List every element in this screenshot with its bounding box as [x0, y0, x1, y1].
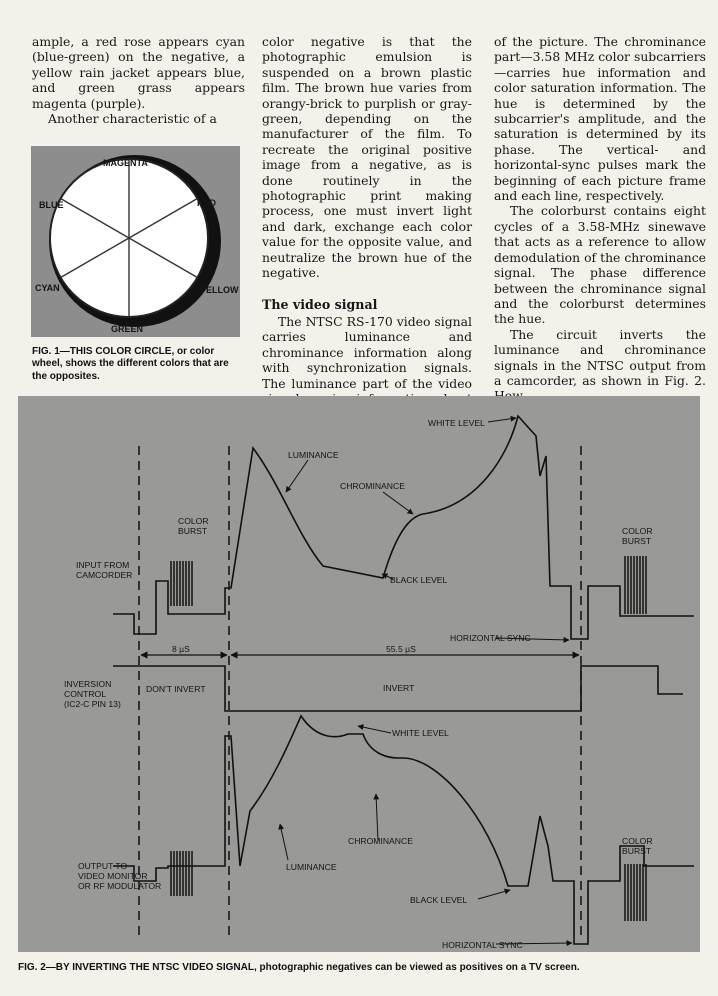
text-column-3 [494, 34, 706, 404]
label-horizontal-sync-top: HORIZONTAL SYNC [450, 633, 531, 643]
label-invert: INVERT [383, 683, 415, 693]
output-waveform [113, 716, 694, 944]
color-burst-left-bottom [171, 851, 192, 896]
label-white-level-top: WHITE LEVEL [428, 418, 485, 428]
caption-lead: FIG. 1—THIS COLOR CIRCLE, [32, 346, 175, 357]
paragraph: Another characteristic of a [48, 111, 217, 127]
paragraph: The colorburst contains eight cycles of a 3.58-MHz sinewave that acts as a reference to allow demodulation of the chrominance signal. The phase difference between the chrominance signal and the colorburst determines the hue. [494, 203, 706, 327]
waveform-graphic [18, 396, 700, 952]
figure-1-caption [32, 346, 244, 383]
figure-2-caption [18, 962, 698, 974]
label-inversion-control: INVERSION CONTROL (IC2-C PIN 13) [64, 679, 121, 709]
label-yellow: YELLOW [200, 285, 239, 295]
label-cyan: CYAN [35, 283, 60, 293]
label-black-level-top: BLACK LEVEL [390, 575, 448, 585]
label-luminance-top: LUMINANCE [288, 450, 339, 460]
paragraph: of the picture. The chrominance part—3.58 MHz color subcarriers—carries hue information and color saturation information. The hue is determined by the subcarrier's amplitude, and the saturation is determined by its phase. The vertical- and horizontal-sync pulses mark the beginning of each picture frame and each line, respectively. [494, 34, 706, 204]
label-chrominance-bottom: CHROMINANCE [348, 836, 413, 846]
label-output-to: OUTPUT TO VIDEO MONITOR OR RF MODULATOR [78, 861, 162, 891]
paragraph: ample, a red rose appears cyan (blue-green) on the negative, a yellow rain jacket appears blue, and green grass appears magenta (purple). [32, 34, 245, 111]
color-wheel-graphic [31, 146, 240, 337]
label-luminance-bottom: LUMINANCE [286, 862, 337, 872]
label-blue: BLUE [39, 200, 64, 210]
paragraph: color negative is that the photographic emulsion is suspended on a brown plastic film. The brown hue varies from orangy-brick to purplish or gray-green, depending on the manufacturer of the film. To recreate the original positive image from a negative, as is done routinely in the photographic print making process, one must invert light and dark, exchange each color value for the opposite value, and neutralize the brown hue of the negative. [262, 34, 472, 281]
label-dont-invert: DON'T INVERT [146, 684, 206, 694]
color-burst-right-top [625, 556, 646, 614]
label-magenta: MAGENTA [103, 158, 148, 168]
figure-2-waveform-diagram [18, 396, 700, 952]
color-burst-left-top [171, 561, 192, 606]
label-color-burst-right-top: COLOR BURST [622, 526, 653, 546]
label-chrominance-top: CHROMINANCE [340, 481, 405, 491]
caption-lead: FIG. 2—BY INVERTING THE NTSC VIDEO SIGNAL, [18, 962, 257, 973]
text-column-1 [32, 34, 245, 126]
paragraph: The circuit inverts the luminance and chrominance signals in the NTSC output from a camcorder, as shown in Fig. 2. [494, 326, 706, 388]
label-horizontal-sync-bottom: HORIZONTAL SYNC [442, 940, 523, 950]
label-red: RED [197, 198, 217, 208]
caption-text: or color wheel, shows the different colors that are the opposites. [32, 346, 229, 382]
paragraph: The NTSC RS-170 video signal carries luminance and chrominance information along with synchronization signals. The luminance part of the video [262, 313, 472, 391]
figure-1-color-wheel [31, 146, 240, 337]
label-time-555: 55.5 µS [386, 644, 416, 654]
label-black-level-bottom: BLACK LEVEL [410, 895, 468, 905]
caption-text: photographic negatives can be viewed as positives on a TV screen. [256, 962, 580, 973]
label-color-burst-left-top: COLOR BURST [178, 516, 209, 536]
color-burst-right-bottom [625, 864, 646, 921]
label-green: GREEN [111, 324, 144, 334]
label-color-burst-right-bottom: COLOR BURST [622, 836, 653, 856]
label-white-level-bottom: WHITE LEVEL [392, 728, 449, 738]
section-heading: The video signal [262, 296, 378, 312]
label-time-8: 8 µS [172, 644, 190, 654]
label-input-from: INPUT FROM CAMCORDER [76, 560, 133, 580]
text-column-2 [262, 34, 472, 422]
